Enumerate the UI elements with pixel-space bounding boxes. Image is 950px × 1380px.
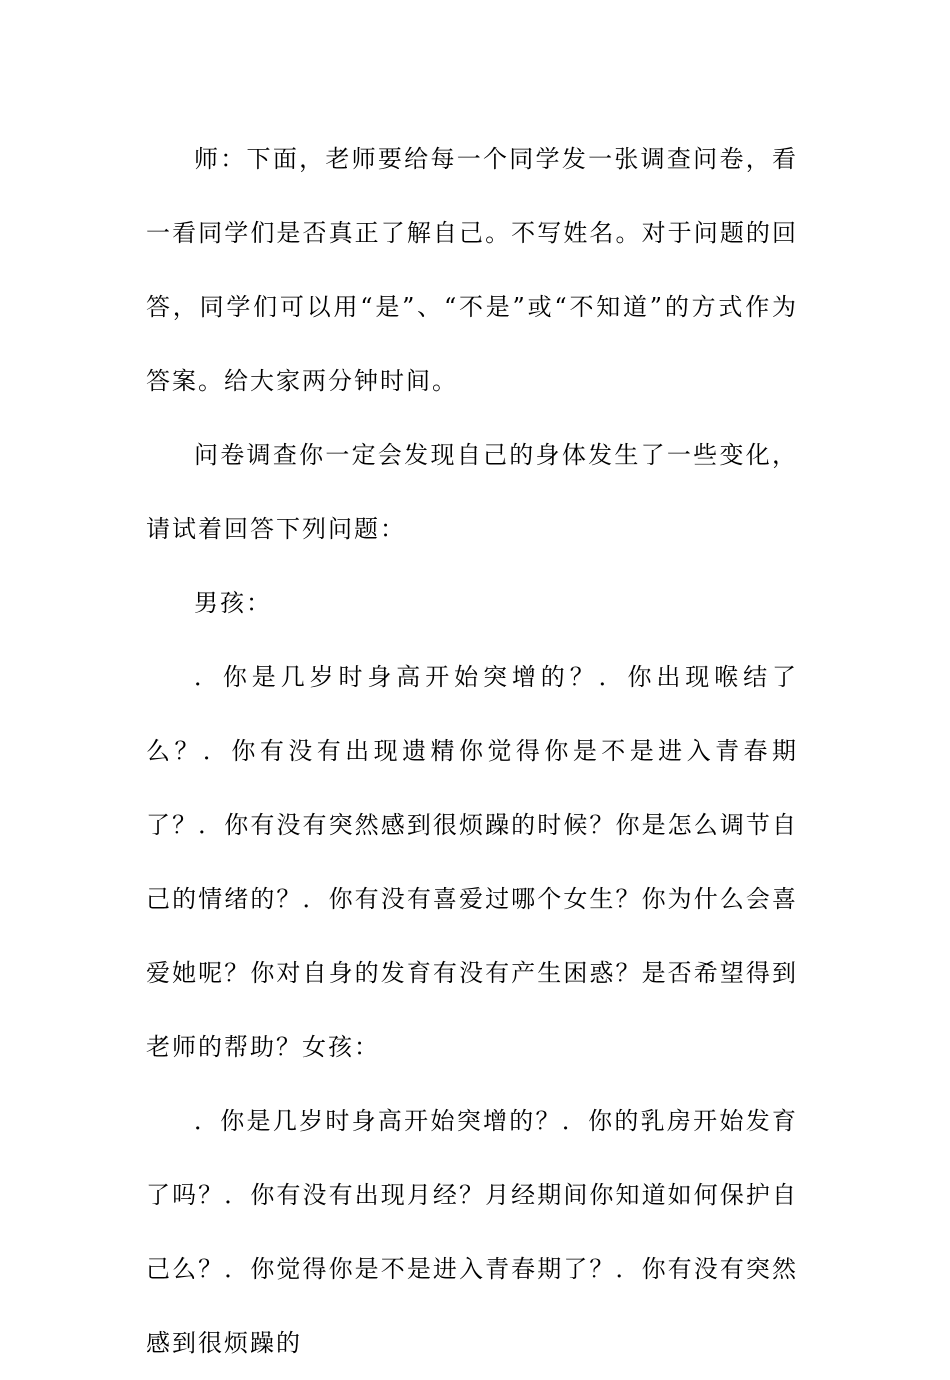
paragraph-boys-heading: 男孩： <box>194 589 272 617</box>
paragraph-girls-questions: ．你是几岁时身高开始突增的？．你的乳房开始发育了吗？．你有没有出现月经？月经期间你知道如何保护自己么？．你觉得你是不是进入青春期了？．你有没有突然感到很烦躁的 <box>146 1107 798 1357</box>
document-body <box>146 122 798 1380</box>
paragraph-teacher-intro: 师：下面，老师要给每一个同学发一张调查问卷，看一看同学们是否真正了解自己。不写姓名。对于问题的回答，同学们可以用“是”、“不是”或“不知道”的方式作为答案。给大家两分钟时间。 <box>146 145 798 395</box>
paragraph-questionnaire-intro: 问卷调查你一定会发现自己的身体发生了一些变化，请试着回答下列问题： <box>146 441 798 543</box>
paragraph-boys-questions: ．你是几岁时身高开始突增的？．你出现喉结了么？．你有没有出现遗精你觉得你是不是进入青春期了？．你有没有突然感到很烦躁的时候？你是怎么调节自己的情绪的？．你有没有喜爱过哪个女生？你为什么会喜爱她呢？你对自身的发育有没有产生困惑？是否希望得到老师的帮助？女孩： <box>146 663 798 1061</box>
